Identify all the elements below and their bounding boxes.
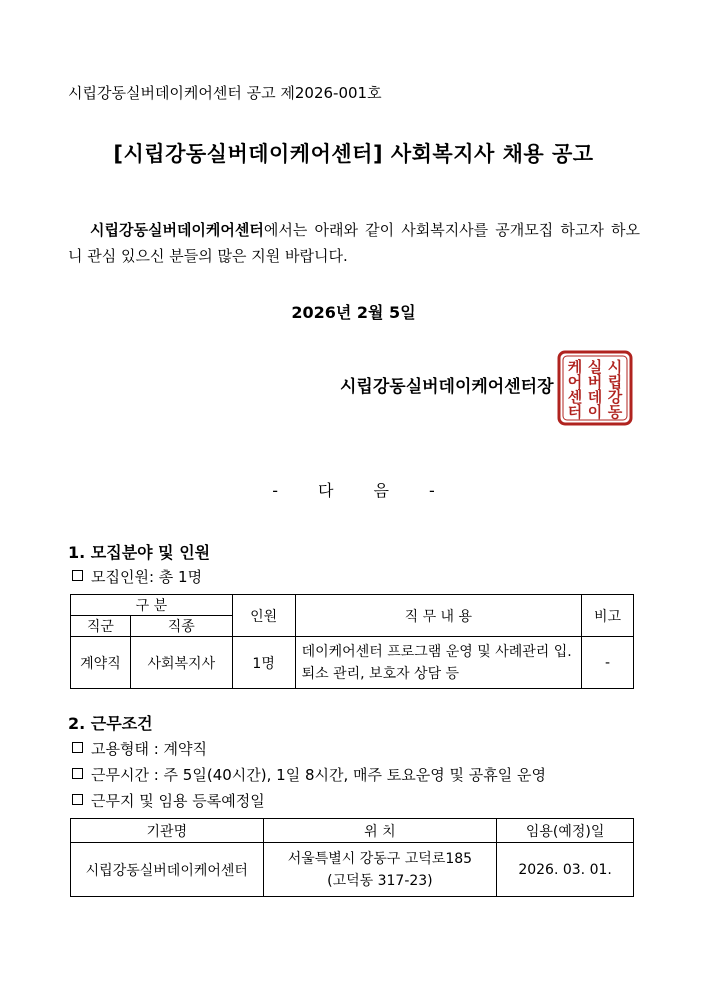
- table-header-row: [71, 819, 634, 843]
- seal-glyph: 강: [607, 388, 623, 406]
- workplace-table: [70, 818, 634, 897]
- cell-note: -: [582, 637, 634, 689]
- section2-item-text: 근무지 및 임용 등록예정일: [91, 792, 265, 810]
- seal-glyph: 터: [567, 403, 583, 421]
- cell-location-line2: (고덕동 317-23): [327, 872, 433, 889]
- section2-item: [72, 738, 207, 759]
- seal-glyph: 동: [607, 403, 623, 421]
- seal-glyph: 실: [587, 358, 603, 376]
- cell-class: 계약직: [71, 637, 131, 689]
- section1-item: [72, 566, 202, 587]
- official-seal-icon: [557, 350, 633, 426]
- section1-item-text: 모집인원: 총 1명: [91, 568, 203, 586]
- dagum-dash-right: -: [428, 481, 435, 500]
- notice-number: 시립강동실버데이케어센터 공고 제2026-001호: [68, 84, 382, 102]
- section2-item: [72, 790, 265, 811]
- header-class: 직군: [71, 616, 131, 637]
- section1-heading: 1. 모집분야 및 인원: [68, 543, 211, 562]
- checkbox-icon: [72, 794, 83, 805]
- cell-type: 사회복지사: [130, 637, 232, 689]
- checkbox-icon: [72, 768, 83, 779]
- dagum-word-1: 다: [318, 481, 334, 500]
- cell-location-line1: 서울특별시 강동구 고덕로185: [287, 850, 473, 867]
- header-start-date: 임용(예정)일: [497, 819, 634, 843]
- cell-duty: 데이케어센터 프로그램 운영 및 사례관리 입.퇴소 관리, 보호자 상담 등: [295, 637, 581, 689]
- header-location: 위 치: [263, 819, 497, 843]
- cell-count: 1명: [232, 637, 295, 689]
- section2-item-text: 근무시간 : 주 5일(40시간), 1일 8시간, 매주 토요운영 및 공휴일 운영: [91, 766, 546, 784]
- intro-paragraph: [68, 217, 640, 269]
- header-duty: 직 무 내 용: [295, 595, 581, 637]
- seal-glyph: 어: [567, 373, 583, 391]
- table-row: [71, 637, 634, 689]
- intro-org: 시립강동실버데이케어센터: [90, 221, 264, 239]
- cell-org: 시립강동실버데이케어센터: [71, 843, 264, 897]
- intro-text: 에서는 아래와 같이 사회복지사를 공개모집 하고자 하오니 관심 있으신 분들의 많은 지원 바랍니다.: [68, 221, 640, 265]
- seal-glyph: 센: [567, 388, 583, 406]
- header-count: 인원: [232, 595, 295, 637]
- checkbox-icon: [72, 570, 83, 581]
- cell-location: [263, 843, 497, 897]
- divider-dagum: [0, 478, 707, 501]
- dagum-dash-left: -: [272, 481, 279, 500]
- header-type: 직종: [130, 616, 232, 637]
- dagum-word-2: 음: [373, 481, 389, 500]
- table-row: [71, 843, 634, 897]
- issuer-name: 시립강동실버데이케어센터장: [340, 377, 554, 397]
- seal-glyph: 시: [607, 358, 623, 376]
- cell-start-date: 2026. 03. 01.: [497, 843, 634, 897]
- recruit-table: [70, 594, 634, 689]
- seal-glyph: 케: [567, 358, 583, 376]
- header-org: 기관명: [71, 819, 264, 843]
- section2-item-text: 고용형태 : 계약직: [91, 740, 208, 758]
- seal-glyph: 버: [587, 373, 603, 391]
- section2-heading: 2. 근무조건: [68, 714, 153, 733]
- seal-glyph: 데: [587, 388, 603, 406]
- section2-item: [72, 764, 546, 785]
- page-title: [시립강동실버데이케어센터] 사회복지사 채용 공고: [113, 142, 594, 166]
- seal-glyph: 이: [587, 403, 603, 421]
- header-group: 구 분: [71, 595, 233, 616]
- header-note: 비고: [582, 595, 634, 637]
- checkbox-icon: [72, 742, 83, 753]
- seal-glyph: 립: [607, 373, 623, 391]
- notice-date: 2026년 2월 5일: [291, 303, 416, 322]
- table-header-row: [71, 595, 634, 616]
